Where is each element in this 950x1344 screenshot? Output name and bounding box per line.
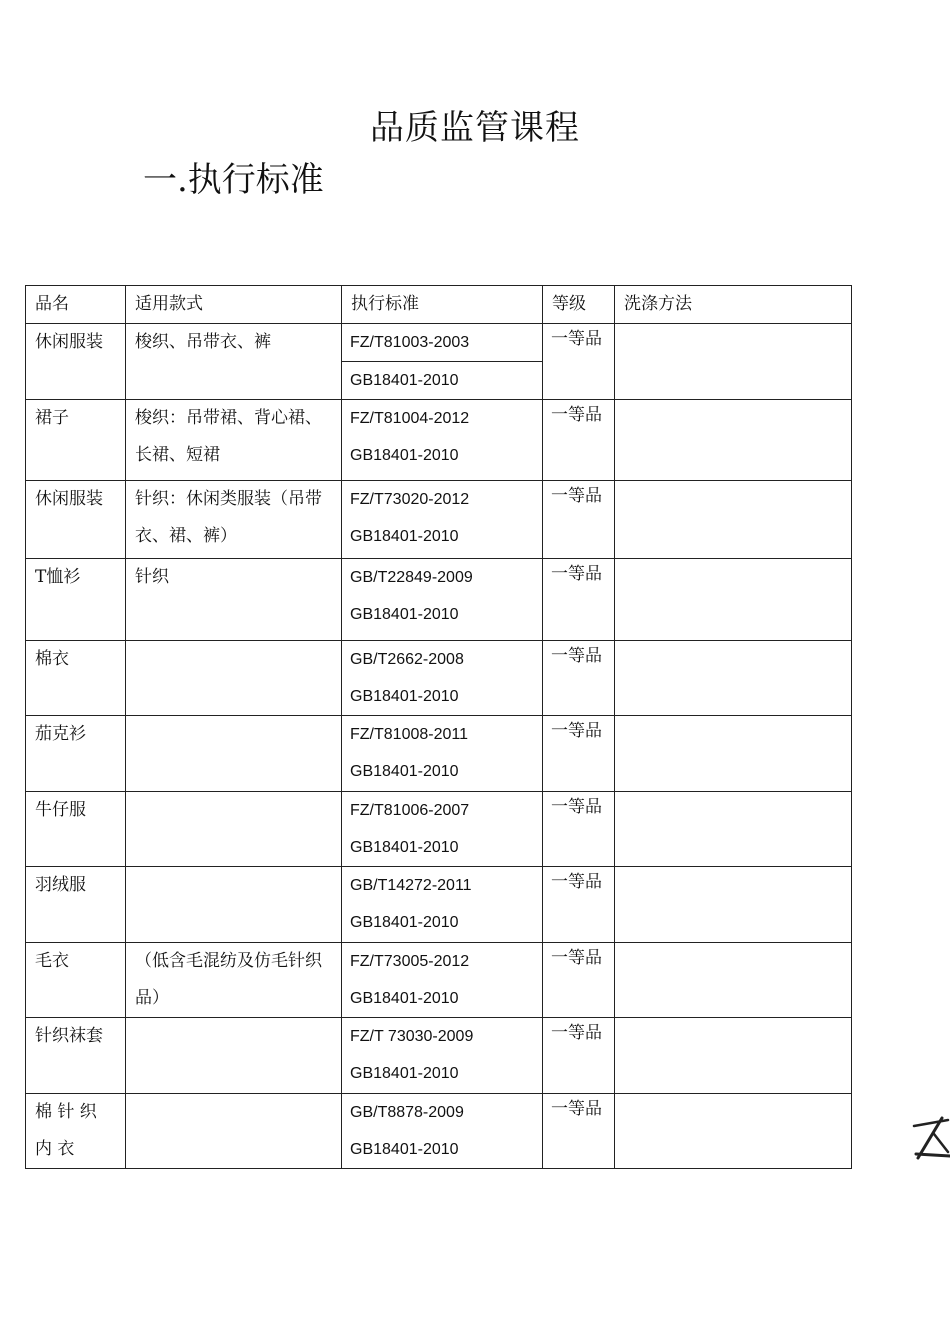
handwritten-mark-icon xyxy=(912,1112,950,1164)
standard-line: GB18401-2010 xyxy=(350,606,459,623)
grade-cell: 一等品 xyxy=(543,716,615,792)
style-cell xyxy=(126,716,342,792)
table-row xyxy=(26,867,852,943)
standard-cell xyxy=(342,1094,543,1169)
standard-cell xyxy=(342,481,543,559)
table-row xyxy=(26,324,852,362)
product-name-cell: T恤衫 xyxy=(26,559,126,641)
standard-cell xyxy=(342,559,543,641)
wash-method-cell xyxy=(615,943,852,1018)
wash-method-cell xyxy=(615,716,852,792)
style-cell xyxy=(126,792,342,867)
product-name-cell: 休闲服装 xyxy=(26,481,126,559)
style-cell: （低含毛混纺及仿毛针织品） xyxy=(126,943,342,1018)
grade-cell: 一等品 xyxy=(543,943,615,1018)
grade-cell: 一等品 xyxy=(543,481,615,559)
standard-line: GB/T22849-2009 xyxy=(350,569,473,586)
column-header-standard: 执行标准 xyxy=(342,286,543,324)
style-cell xyxy=(126,641,342,716)
column-header-grade: 等级 xyxy=(543,286,615,324)
wash-method-cell xyxy=(615,481,852,559)
standard-line: GB18401-2010 xyxy=(350,839,459,856)
wash-method-cell xyxy=(615,1018,852,1094)
standard-line: GB18401-2010 xyxy=(350,688,459,705)
standard-line: GB18401-2010 xyxy=(350,914,459,931)
wash-method-cell xyxy=(615,400,852,481)
table-row xyxy=(26,641,852,716)
product-name-cell: 羽绒服 xyxy=(26,867,126,943)
standard-line: FZ/T 73030-2009 xyxy=(350,1028,474,1045)
standard-cell xyxy=(342,716,543,792)
standard-cell xyxy=(342,943,543,1018)
style-cell: 梭织、吊带衣、裤 xyxy=(126,324,342,400)
style-cell xyxy=(126,1094,342,1169)
product-name-cell: 针织袜套 xyxy=(26,1018,126,1094)
standard-line: GB18401-2010 xyxy=(350,990,459,1007)
product-name-cell: 裙子 xyxy=(26,400,126,481)
product-name-cell: 休闲服装 xyxy=(26,324,126,400)
grade-cell: 一等品 xyxy=(543,867,615,943)
product-name-cell: 毛衣 xyxy=(26,943,126,1018)
standard-cell: GB18401-2010 xyxy=(342,362,543,400)
standard-line: FZ/T81006-2007 xyxy=(350,802,470,819)
style-cell: 梭织：吊带裙、背心裙、长裙、短裙 xyxy=(126,400,342,481)
standard-line: GB/T8878-2009 xyxy=(350,1104,464,1121)
standard-cell xyxy=(342,792,543,867)
grade-cell: 一等品 xyxy=(543,324,615,400)
grade-cell: 一等品 xyxy=(543,641,615,716)
product-name-cell: 茄克衫 xyxy=(26,716,126,792)
wash-method-cell xyxy=(615,324,852,400)
table-row xyxy=(26,1018,852,1094)
table-row xyxy=(26,1094,852,1169)
wash-method-cell xyxy=(615,559,852,641)
grade-cell: 一等品 xyxy=(543,559,615,641)
section-heading: 一.执行标准 xyxy=(143,160,324,200)
style-cell: 针织：休闲类服装（吊带衣、裙、裤） xyxy=(126,481,342,559)
standard-cell xyxy=(342,641,543,716)
table-row xyxy=(26,400,852,481)
standard-line: GB18401-2010 xyxy=(350,1141,459,1158)
standard-line: GB18401-2010 xyxy=(350,763,459,780)
standard-line: FZ/T73020-2012 xyxy=(350,491,470,508)
table-header-row xyxy=(26,286,852,324)
standard-cell: FZ/T81003-2003 xyxy=(342,324,543,362)
table-row xyxy=(26,716,852,792)
column-header-wash: 洗涤方法 xyxy=(615,286,852,324)
product-name-cell: 棉衣 xyxy=(26,641,126,716)
grade-cell: 一等品 xyxy=(543,792,615,867)
document-title: 品质监管课程 xyxy=(370,108,580,148)
standard-line: GB/T2662-2008 xyxy=(350,651,464,668)
wash-method-cell xyxy=(615,867,852,943)
product-name-cell: 牛仔服 xyxy=(26,792,126,867)
standard-line: GB/T14272-2011 xyxy=(350,877,472,894)
standard-line: FZ/T73005-2012 xyxy=(350,953,470,970)
grade-cell: 一等品 xyxy=(543,1018,615,1094)
standard-cell xyxy=(342,400,543,481)
standard-line: GB18401-2010 xyxy=(350,1065,459,1082)
table-row xyxy=(26,792,852,867)
standard-cell xyxy=(342,1018,543,1094)
standard-line: GB18401-2010 xyxy=(350,528,459,545)
standard-line: GB18401-2010 xyxy=(350,447,459,464)
grade-cell: 一等品 xyxy=(543,1094,615,1169)
style-cell xyxy=(126,867,342,943)
style-cell xyxy=(126,1018,342,1094)
column-header-name: 品名 xyxy=(26,286,126,324)
standard-cell xyxy=(342,867,543,943)
grade-cell: 一等品 xyxy=(543,400,615,481)
wash-method-cell xyxy=(615,1094,852,1169)
style-cell: 针织 xyxy=(126,559,342,641)
table-row xyxy=(26,481,852,559)
wash-method-cell xyxy=(615,792,852,867)
standard-line: FZ/T81008-2011 xyxy=(350,726,468,743)
standards-table xyxy=(25,285,852,1169)
standard-line: FZ/T81004-2012 xyxy=(350,410,470,427)
product-name-cell: 棉 针 织 内 衣 xyxy=(26,1094,126,1169)
wash-method-cell xyxy=(615,641,852,716)
table-row xyxy=(26,943,852,1018)
table-row xyxy=(26,559,852,641)
column-header-style: 适用款式 xyxy=(126,286,342,324)
